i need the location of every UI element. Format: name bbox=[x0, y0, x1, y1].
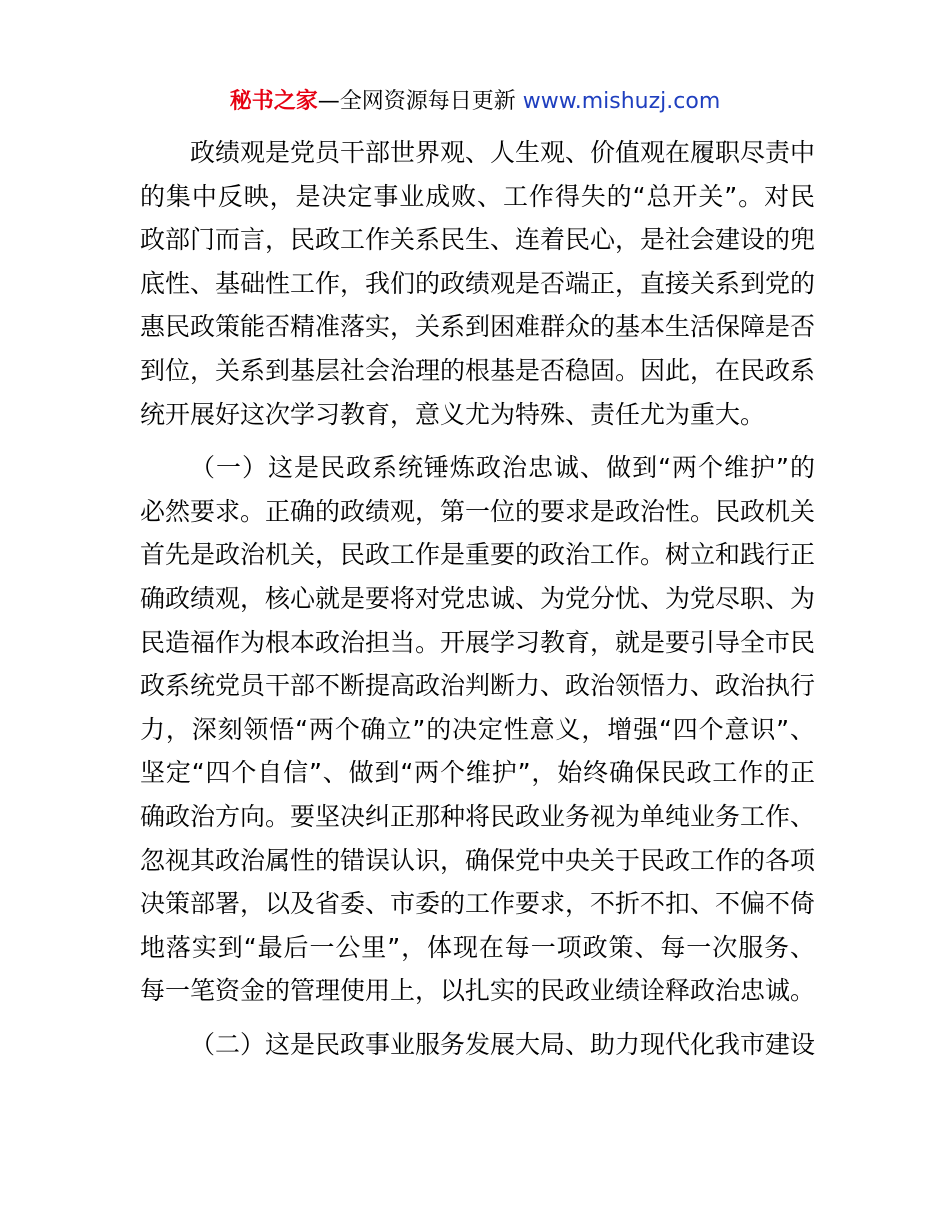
document-body bbox=[140, 131, 815, 1066]
paragraph-section-2: （二）这是民政事业服务发展大局、助力现代化我市建设 bbox=[190, 1029, 816, 1059]
header-tagline: —全网资源每日更新 bbox=[317, 89, 516, 114]
paragraph-intro: 政绩观是党员干部世界观、人生观、价值观在履职尽责中的集中反映，是决定事业成败、工作得失的“总开关”。对民政部门而言，民政工作关系民生、连着民心，是社会建设的兜底性、基础性工作，我们的政绩观是否端正，直接关系到党的惠民政策能否精准落实，关系到困难群众的基本生活保障是否到位，关系到基层社会治理的根基是否稳固。因此，在民政系统开展好这次学习教育，意义尤为特殊、责任尤为重大。 bbox=[140, 138, 816, 429]
paragraph-section-1: （一）这是民政系统锤炼政治忠诚、做到“两个维护”的必然要求。正确的政绩观，第一位的要求是政治性。民政机关首先是政治机关，民政工作是重要的政治工作。树立和践行正确政绩观，核心就是要将对党忠诚、为党分忧、为党尽职、为民造福作为根本政治担当。开展学习教育，就是要引导全市民政系统党员干部不断提高政治判断力、政治领悟力、政治执行力，深刻领悟“两个确立”的决定性意义，增强“四个意识”、坚定“四个自信”、做到“两个维护”，始终确保民政工作的正确政治方向。要坚决纠正那种将民政业务视为单纯业务工作、忽视其政治属性的错误认识，确保党中央关于民政工作的各项决策部署，以及省委、市委的工作要求，不折不扣、不偏不倚地落实到“最后一公里”，体现在每一项政策、每一次服务、每一笔资金的管理使用上，以扎实的民政业绩诠释政治忠诚。 bbox=[140, 453, 816, 1006]
header-url-link[interactable]: www.mishuzj.com bbox=[522, 89, 721, 114]
brand-name: 秘书之家 bbox=[229, 89, 318, 114]
page-header bbox=[0, 86, 950, 118]
